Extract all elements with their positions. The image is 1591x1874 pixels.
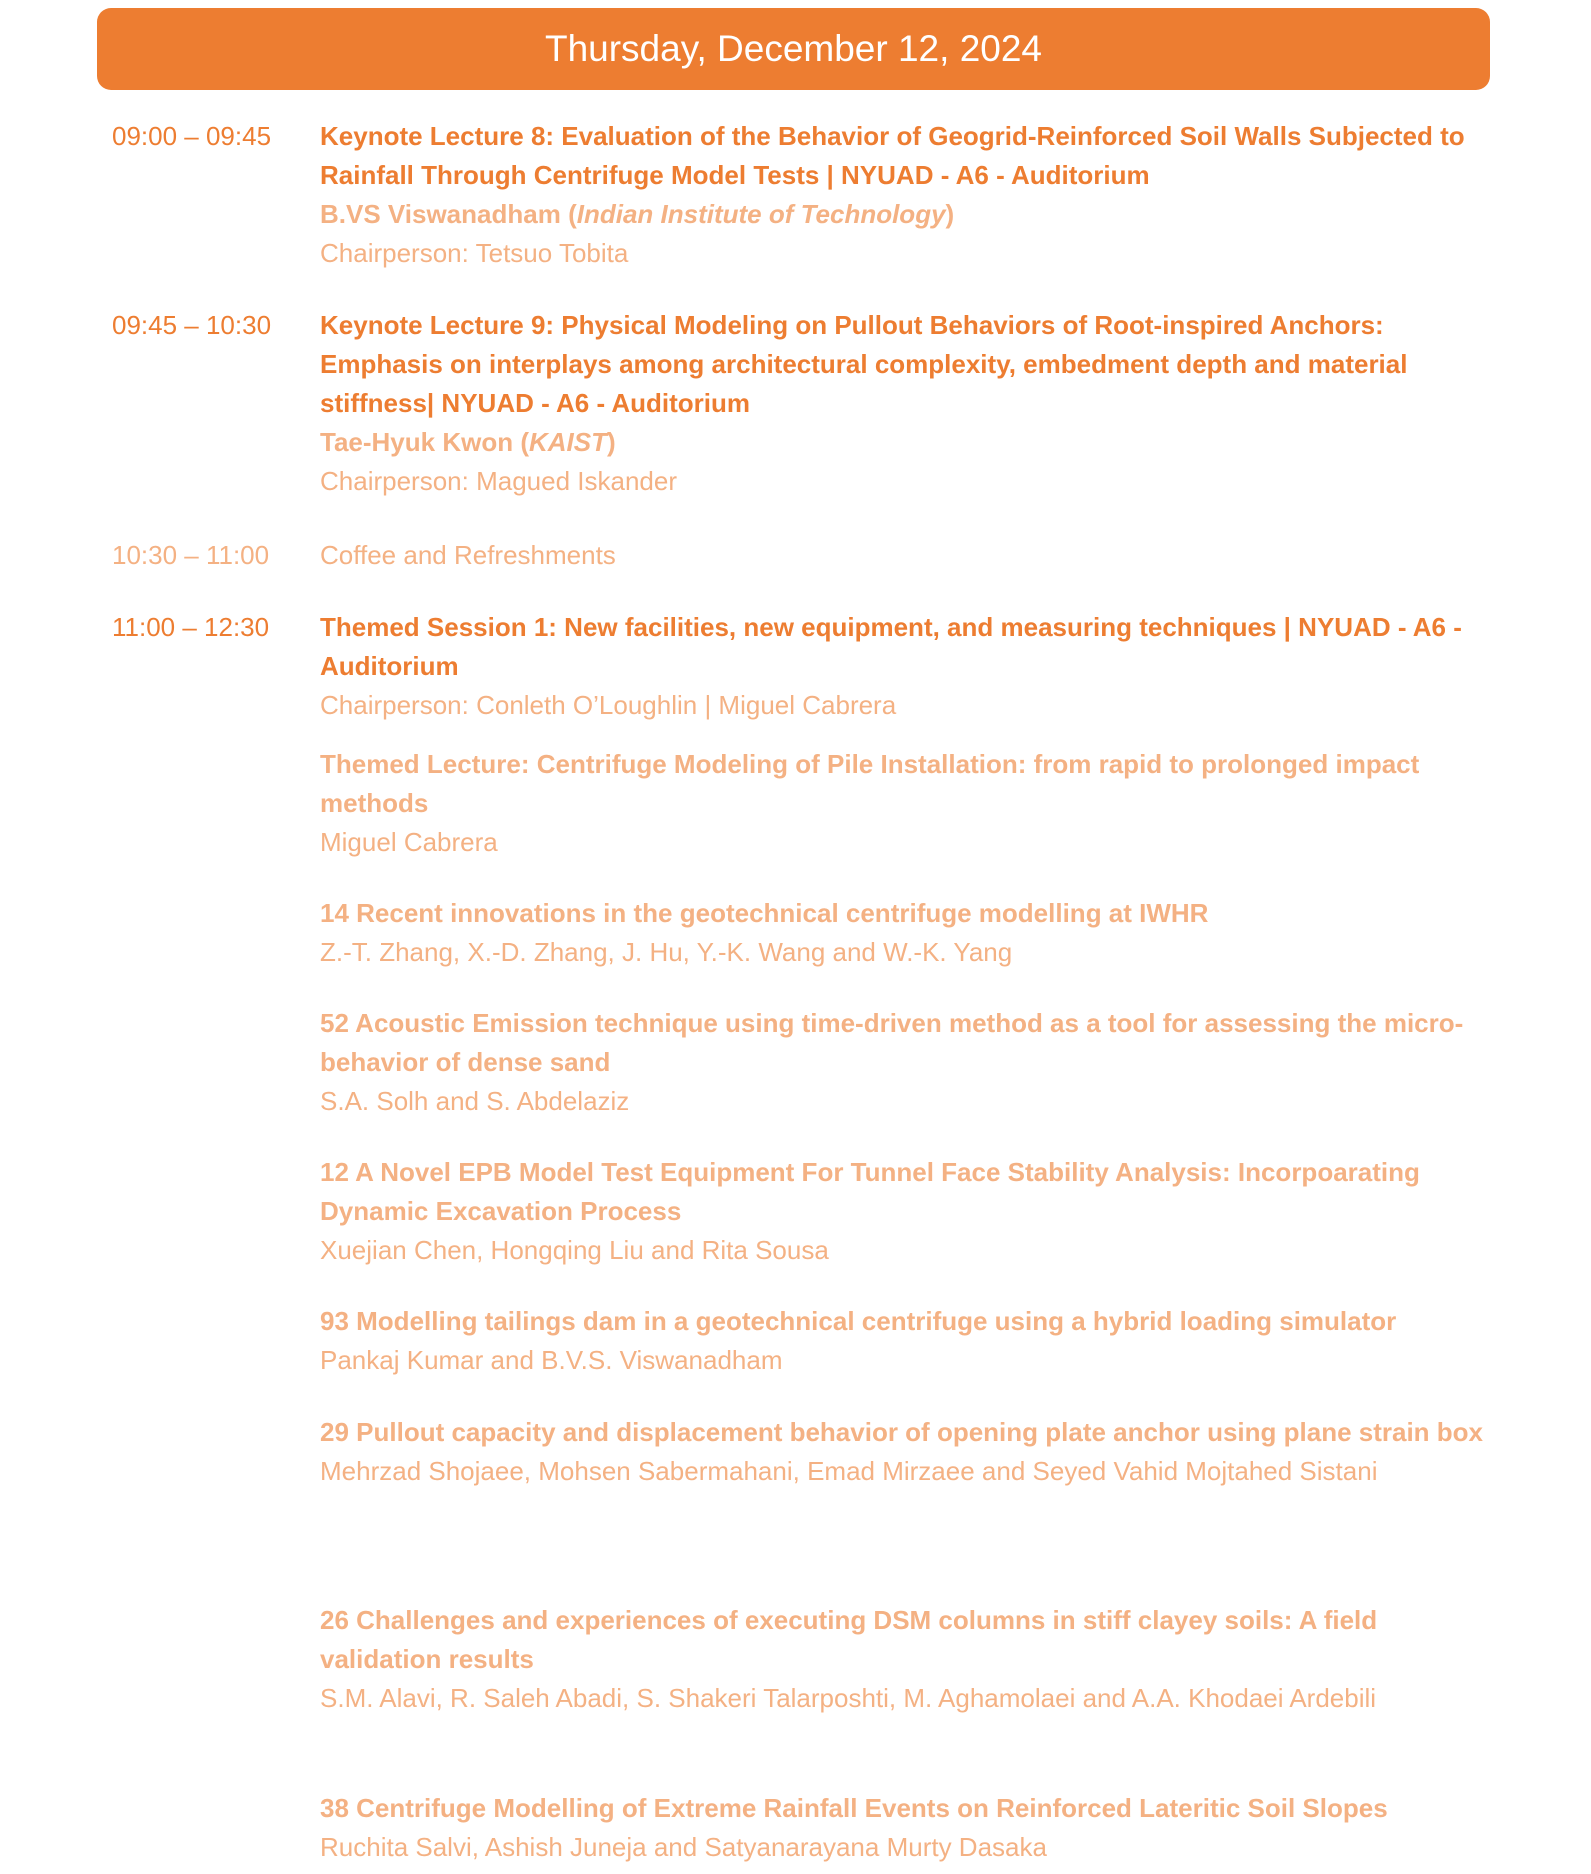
keynote-speaker: Tae-Hyuk Kwon (KAIST): [320, 427, 616, 457]
paper-title: 52 Acoustic Emission technique using time-driven method as a tool for assessing the micro-behavior of dense sand: [320, 1008, 1464, 1077]
paper-item: [320, 894, 1485, 972]
paper-title: 38 Centrifuge Modelling of Extreme Rainfall Events on Reinforced Lateritic Soil Slopes: [320, 1793, 1388, 1823]
paper-title: 93 Modelling tailings dam in a geotechnical centrifuge using a hybrid loading simulator: [320, 1306, 1397, 1336]
speaker-affiliation: KAIST: [529, 427, 607, 457]
item-content: [320, 536, 1485, 575]
paper-title: 14 Recent innovations in the geotechnical centrifuge modelling at IWHR: [320, 898, 1209, 928]
session-title: Themed Session 1: New facilities, new equipment, and measuring techniques | NYUAD - A6 - Auditorium: [320, 612, 1462, 681]
speaker-name: Tae-Hyuk Kwon: [320, 427, 514, 457]
item-content: [320, 306, 1485, 501]
paper-authors: S.M. Alavi, R. Saleh Abadi, S. Shakeri Talarposhti, M. Aghamolaei and A.A. Khodaei Ardebili: [320, 1683, 1377, 1713]
keynote-title: Keynote Lecture 9: Physical Modeling on Pullout Behaviors of Root-inspired Anchors: Emphasis on interplays among architectural complexity, embedment depth and material stiffness| NYUAD - A6 - Auditorium: [320, 310, 1408, 418]
themed-lecture: [320, 745, 1485, 862]
paper-authors: Pankaj Kumar and B.V.S. Viswanadham: [320, 1345, 783, 1375]
paper-item: [320, 1789, 1485, 1867]
day-title: Thursday, December 12, 2024: [544, 28, 1043, 69]
paper-item: [320, 1004, 1485, 1121]
paper-authors: Ruchita Salvi, Ashish Juneja and Satyanarayana Murty Dasaka: [320, 1832, 1047, 1862]
time-slot: 10:30 – 11:00: [112, 540, 270, 570]
paper-authors: Z.-T. Zhang, X.-D. Zhang, J. Hu, Y.-K. Wang and W.-K. Yang: [320, 937, 1013, 967]
item-content: [320, 117, 1485, 273]
chairperson: Chairperson: Conleth O’Loughlin | Miguel Cabrera: [320, 690, 897, 720]
paper-authors: Miguel Cabrera: [320, 827, 498, 857]
paper-authors: Xuejian Chen, Hongqing Liu and Rita Sousa: [320, 1235, 829, 1265]
paper-title: 29 Pullout capacity and displacement behavior of opening plate anchor using plane strain box: [320, 1417, 1484, 1447]
keynote-speaker: B.VS Viswanadham (Indian Institute of Technology): [320, 199, 955, 229]
time-slot: 09:00 – 09:45: [112, 121, 272, 151]
chairperson: Chairperson: Tetsuo Tobita: [320, 238, 629, 268]
paper-authors: S.A. Solh and S. Abdelaziz: [320, 1086, 630, 1116]
time-slot: 11:00 – 12:30: [112, 612, 270, 642]
speaker-name: B.VS Viswanadham: [320, 199, 561, 229]
paper-authors: Mehrzad Shojaee, Mohsen Sabermahani, Emad Mirzaee and Seyed Vahid Mojtahed Sistani: [320, 1456, 1378, 1486]
paper-title: Themed Lecture: Centrifuge Modeling of Pile Installation: from rapid to prolonged impact methods: [320, 749, 1420, 818]
paper-item: [320, 1153, 1485, 1270]
paper-title: 12 A Novel EPB Model Test Equipment For Tunnel Face Stability Analysis: Incorpoarating Dynamic Excavation Process: [320, 1157, 1420, 1226]
day-header: [97, 8, 1490, 90]
chairperson: Chairperson: Magued Iskander: [320, 466, 677, 496]
paper-title: 26 Challenges and experiences of executing DSM columns in stiff clayey soils: A field validation results: [320, 1605, 1378, 1674]
keynote-title: Keynote Lecture 8: Evaluation of the Behavior of Geogrid-Reinforced Soil Walls Subjected to Rainfall Through Centrifuge Model Tests | NYUAD - A6 - Auditorium: [320, 121, 1465, 190]
speaker-affiliation: Indian Institute of Technology: [576, 199, 946, 229]
paper-item: [320, 1601, 1485, 1718]
paper-item: [320, 1413, 1485, 1491]
break-label: Coffee and Refreshments: [320, 540, 616, 570]
item-content: [320, 608, 1485, 725]
paper-item: [320, 1302, 1485, 1380]
time-slot: 09:45 – 10:30: [112, 310, 272, 340]
